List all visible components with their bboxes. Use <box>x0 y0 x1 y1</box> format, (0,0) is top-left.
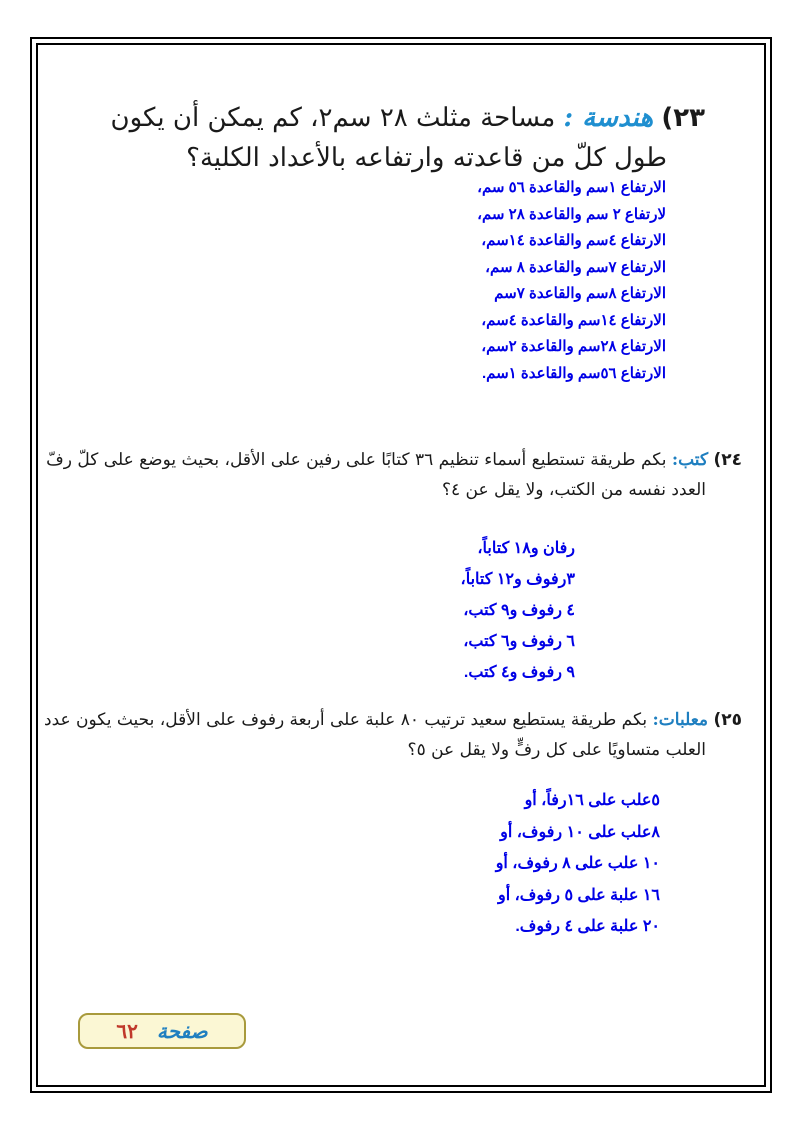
answer-line: لارتفاع ٢ سم والقاعدة ٢٨ سم، <box>477 205 666 223</box>
question-text: طول كلّ من قاعدته وارتفاعه بالأعداد الكلية؟ <box>186 143 667 173</box>
question-25 <box>42 705 742 765</box>
question-number: ٢٤) <box>713 450 742 470</box>
answer-line: الارتفاع ٢٨سم والقاعدة ٢سم، <box>481 338 666 355</box>
answer-list-23 <box>246 175 666 387</box>
answer-line: الارتفاع ١٤سم والقاعدة ٤سم، <box>481 311 666 329</box>
question-25-line2 <box>42 735 742 765</box>
answer-line: ٩ رفوف و٤ كتب. <box>463 664 575 681</box>
page-label: صفحة <box>156 1019 208 1043</box>
question-text: بكم طريقة يستطيع سعيد ترتيب ٨٠ علبة على أربعة رفوف على الأقل، بحيث يكون عدد <box>44 710 648 730</box>
question-text: العلب متساويًا على كل رفٍّ ولا يقل عن ٥؟ <box>407 740 706 760</box>
answer-line: ٤ رفوف و٩ كتب، <box>463 602 575 619</box>
answer-line: الارتفاع ٨سم والقاعدة ٧سم <box>494 285 666 302</box>
answer-line: رفان و١٨ كتاباً، <box>477 540 575 557</box>
answer-list-25 <box>260 785 660 943</box>
question-24-line2 <box>42 475 742 505</box>
question-text: بكم طريقة تستطيع أسماء تنظيم ٣٦ كتابًا على رفين على الأقل، بحيث يوضع على كلّ رفّ <box>46 450 667 470</box>
question-number: ٢٥) <box>713 710 742 730</box>
answer-line: الارتفاع ٤سم والقاعدة ١٤سم، <box>481 232 666 249</box>
answer-line: ٨علب على ١٠ رفوف، أو <box>500 823 660 841</box>
answer-line: ١٠ علب على ٨ رفوف، أو <box>495 855 660 872</box>
question-25-line1 <box>42 705 742 735</box>
answer-line: الارتفاع ٥٦سم والقاعدة ١سم. <box>481 364 666 382</box>
question-24 <box>42 445 742 505</box>
question-23-line1 <box>65 98 705 138</box>
question-topic: كتب: <box>671 450 709 470</box>
question-topic: معلبات: <box>652 710 709 730</box>
answer-line: ٥علب على ١٦رفاً، أو <box>524 792 660 809</box>
question-23-line2 <box>65 138 705 178</box>
question-text: العدد نفسه من الكتب، ولا يقل عن ٤؟ <box>441 480 706 500</box>
answer-line: الارتفاع ١سم والقاعدة ٥٦ سم، <box>477 179 666 196</box>
page-number-badge <box>78 1013 246 1049</box>
answer-line: ١٦ علبة على ٥ رفوف، أو <box>498 886 660 904</box>
answer-line: ٦ رفوف و٦ كتب، <box>463 633 575 650</box>
question-23 <box>65 98 705 178</box>
answer-line: الارتفاع ٧سم والقاعدة ٨ سم، <box>485 258 666 276</box>
question-topic: هندسة : <box>563 103 654 133</box>
answer-line: ٢٠ علبة على ٤ رفوف. <box>515 918 660 935</box>
answer-list-24 <box>275 533 575 688</box>
page-number: ٦٢ <box>116 1019 138 1043</box>
question-24-line1 <box>42 445 742 475</box>
question-text: مساحة مثلث ٢٨ سم٢، كم يمكن أن يكون <box>110 103 556 133</box>
answer-line: ٣رفوف و١٢ كتاباً، <box>460 571 575 588</box>
question-number: ٢٣) <box>661 103 705 133</box>
